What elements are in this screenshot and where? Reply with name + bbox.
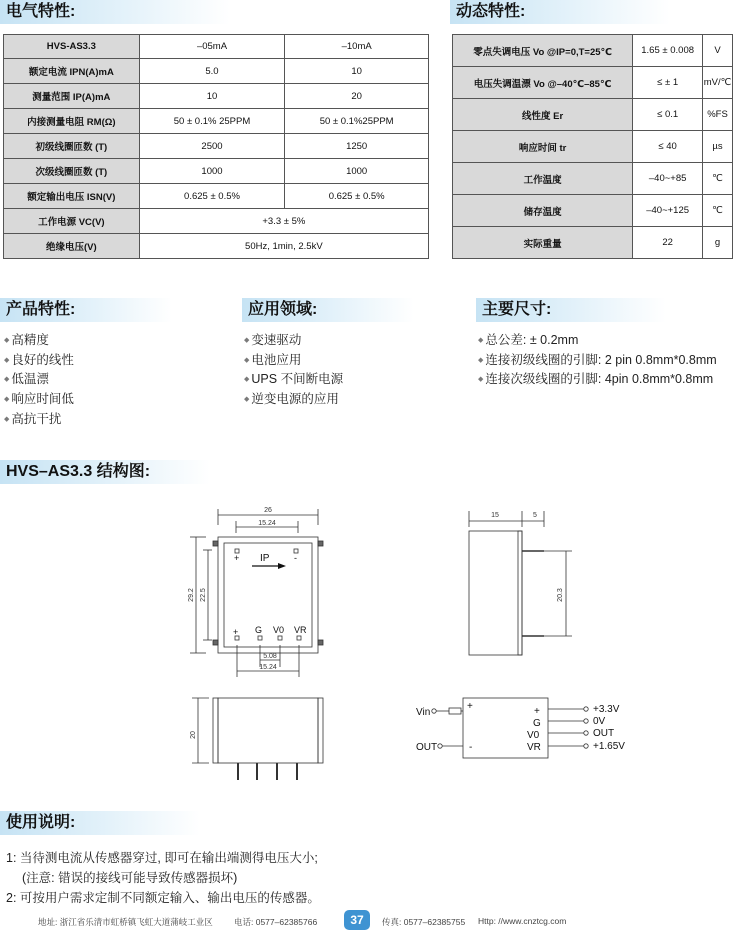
dim-inner-width-label: 15.24 [258, 520, 276, 527]
electrical-row-value-1: 1000 [139, 159, 285, 184]
dim-height-label: 29.2 [188, 588, 195, 602]
wiring-pin-v0-label: V0 [527, 730, 540, 741]
electrical-row-label: 初级线圈匝数 (T) [4, 134, 140, 159]
dynamic-row-label: 线性度 Er [453, 99, 633, 131]
dynamic-spec-table [452, 34, 733, 259]
electrical-section-title: 电气特性: [0, 0, 230, 24]
features-item: ◆ 良好的线性 [4, 351, 74, 371]
features-item: ◆ 响应时间低 [4, 390, 74, 410]
electrical-row [4, 59, 429, 84]
dynamic-row-value: 22 [633, 227, 703, 259]
features-item: ◆ 低温漂 [4, 370, 74, 390]
electrical-row-value-2: 0.625 ± 0.5% [285, 184, 429, 209]
dimensions-item: ◆ 连接初级线圈的引脚: 2 pin 0.8mm*0.8mm [478, 351, 717, 371]
dynamic-row-label: 实际重量 [453, 227, 633, 259]
dynamic-section-title: 动态特性: [450, 0, 670, 24]
dimensions-item: ◆ 连接次级线圈的引脚: 4pin 0.8mm*0.8mm [478, 370, 717, 390]
features-item: ◆ 高精度 [4, 331, 74, 351]
electrical-row-label: 额定电流 IPN(A)mA [4, 59, 140, 84]
electrical-row-value-1: 50 ± 0.1% 25PPM [139, 109, 285, 134]
electrical-row [4, 84, 429, 109]
wiring-diagram [416, 698, 625, 758]
dimensions-list [478, 331, 717, 390]
usage-note-1: 1: 当待测电流从传感器穿过, 即可在输出端测得电压大小; [6, 851, 318, 865]
wiring-out-3v3-label: +3.3V [593, 704, 620, 715]
wiring-resistor [449, 708, 461, 714]
dynamic-row-label: 零点失调电压 Vo @IP=0,T=25℃ [453, 35, 633, 67]
dynamic-row-label: 响应时间 tr [453, 131, 633, 163]
dynamic-row-value: ≤ ± 1 [633, 67, 703, 99]
electrical-row-value-1: –05mA [139, 35, 285, 59]
usage-section-title: 使用说明: [0, 811, 200, 835]
electrical-spec-table [3, 34, 429, 259]
usage-note-3: 2: 可按用户需求定制不同额定输入、输出电压的传感器。 [6, 891, 320, 905]
wiring-pin-g-label: G [533, 718, 541, 729]
electrical-row-label: HVS-AS3.3 [4, 35, 140, 59]
wiring-out-label: OUT [416, 742, 438, 753]
electrical-row-value-1: 5.0 [139, 59, 285, 84]
dim-front-height-label: 20 [190, 731, 197, 739]
dynamic-row-unit: %FS [703, 99, 733, 131]
bottom-plus-label: + [233, 627, 239, 637]
pin-vr-label: VR [294, 625, 307, 635]
electrical-merged-row [4, 234, 429, 259]
ip-label: IP [260, 553, 270, 564]
features-item: ◆ 高抗干扰 [4, 410, 74, 430]
dynamic-row [453, 195, 733, 227]
electrical-row-value-1: 2500 [139, 134, 285, 159]
structure-section-title: HVS–AS3.3 结构图: [0, 460, 210, 484]
dim-body-label: 15 [491, 512, 499, 519]
usage-notes [6, 848, 320, 908]
footer-address: 地址: 浙江省乐清市虹桥镇飞虹大道蒲岐工业区 [38, 917, 213, 927]
dynamic-row [453, 99, 733, 131]
dynamic-row-value: –40~+125 [633, 195, 703, 227]
electrical-row [4, 35, 429, 59]
electrical-merged-label: 工作电源 VC(V) [4, 209, 140, 234]
applications-list [244, 331, 343, 410]
dynamic-row-unit: V [703, 35, 733, 67]
electrical-row-value-2: 1250 [285, 134, 429, 159]
footer-website[interactable]: Http: //www.cnztcg.com [478, 916, 567, 926]
dynamic-row-label: 电压失调温漂 Vo @–40℃–85℃ [453, 67, 633, 99]
dynamic-row-unit: mV/℃ [703, 67, 733, 99]
structure-drawings [0, 495, 739, 795]
dim-width-label: 26 [264, 507, 272, 514]
top-view-drawing [188, 507, 323, 677]
dynamic-row-value: ≤ 40 [633, 131, 703, 163]
dynamic-row-unit: ℃ [703, 195, 733, 227]
electrical-merged-value: +3.3 ± 5% [139, 209, 428, 234]
wiring-pin-plus-label: + [534, 706, 540, 717]
dim-bottom-width-label: 15.24 [259, 664, 277, 671]
dim-pitch-label: 5.08 [263, 653, 277, 660]
electrical-row [4, 184, 429, 209]
wiring-vin-label: Vin [416, 707, 431, 718]
top-plus-label: + [234, 553, 240, 563]
dynamic-row-unit: g [703, 227, 733, 259]
dynamic-row-value: 1.65 ± 0.008 [633, 35, 703, 67]
footer-phone: 电话: 0577–62385766 [234, 917, 318, 927]
dynamic-row [453, 35, 733, 67]
page-number-badge: 37 [344, 910, 370, 930]
features-list [4, 331, 74, 430]
wiring-out-0v-label: 0V [593, 716, 606, 727]
dynamic-row-label: 工作温度 [453, 163, 633, 195]
side-view-body [469, 531, 522, 655]
electrical-row [4, 134, 429, 159]
dynamic-row-label: 储存温度 [453, 195, 633, 227]
usage-note-2: (注意: 错误的接线可能导致传感器损坏) [22, 871, 238, 885]
electrical-row [4, 109, 429, 134]
electrical-row-value-2: 10 [285, 59, 429, 84]
dynamic-row [453, 227, 733, 259]
dynamic-row [453, 163, 733, 195]
front-view-body [218, 698, 318, 763]
electrical-row-label: 内接测量电阻 RM(Ω) [4, 109, 140, 134]
pin-v0-label: V0 [273, 625, 285, 635]
dynamic-row [453, 67, 733, 99]
front-view-drawing [190, 698, 323, 780]
electrical-row-label: 测量范围 IP(A)mA [4, 84, 140, 109]
applications-item: ◆ 逆变电源的应用 [244, 390, 343, 410]
dim-inner-height-label: 22.5 [200, 588, 207, 602]
wiring-pin-vr-label: VR [527, 742, 541, 753]
current-direction-arrow-icon [278, 563, 286, 569]
electrical-row-label: 额定输出电压 ISN(V) [4, 184, 140, 209]
electrical-row-label: 次级线圈匝数 (T) [4, 159, 140, 184]
electrical-merged-label: 绝缘电压(V) [4, 234, 140, 259]
electrical-row-value-2: –10mA [285, 35, 429, 59]
electrical-row [4, 159, 429, 184]
dynamic-row [453, 131, 733, 163]
dynamic-row-value: ≤ 0.1 [633, 99, 703, 131]
dynamic-row-value: –40~+85 [633, 163, 703, 195]
dimensions-section-title: 主要尺寸: [476, 298, 666, 322]
features-section-title: 产品特性: [0, 298, 172, 322]
electrical-merged-value: 50Hz, 1min, 2.5kV [139, 234, 428, 259]
dim-span-label: 20.3 [557, 588, 564, 602]
page-footer [0, 910, 739, 930]
pin-g-label: G [255, 625, 263, 635]
applications-section-title: 应用领域: [242, 298, 414, 322]
top-minus-label: - [294, 553, 297, 563]
dim-pin-label: 5 [533, 512, 537, 519]
electrical-row-value-1: 10 [139, 84, 285, 109]
applications-item: ◆ 变速驱动 [244, 331, 343, 351]
side-view-drawing [469, 511, 572, 655]
wiring-in-plus-label: + [467, 701, 473, 712]
dynamic-row-unit: µs [703, 131, 733, 163]
dynamic-row-unit: ℃ [703, 163, 733, 195]
electrical-row-value-1: 0.625 ± 0.5% [139, 184, 285, 209]
electrical-merged-row [4, 209, 429, 234]
electrical-row-value-2: 1000 [285, 159, 429, 184]
wiring-out-1v65-label: +1.65V [593, 741, 625, 752]
dimensions-item: ◆ 总公差: ± 0.2mm [478, 331, 717, 351]
electrical-row-value-2: 20 [285, 84, 429, 109]
electrical-row-value-2: 50 ± 0.1%25PPM [285, 109, 429, 134]
footer-fax: 传真: 0577–62385755 [382, 917, 466, 927]
applications-item: ◆ 电池应用 [244, 351, 343, 371]
wiring-in-minus-label: - [469, 742, 473, 753]
wiring-out-out-label: OUT [593, 728, 615, 739]
applications-item: ◆ UPS 不间断电源 [244, 370, 343, 390]
